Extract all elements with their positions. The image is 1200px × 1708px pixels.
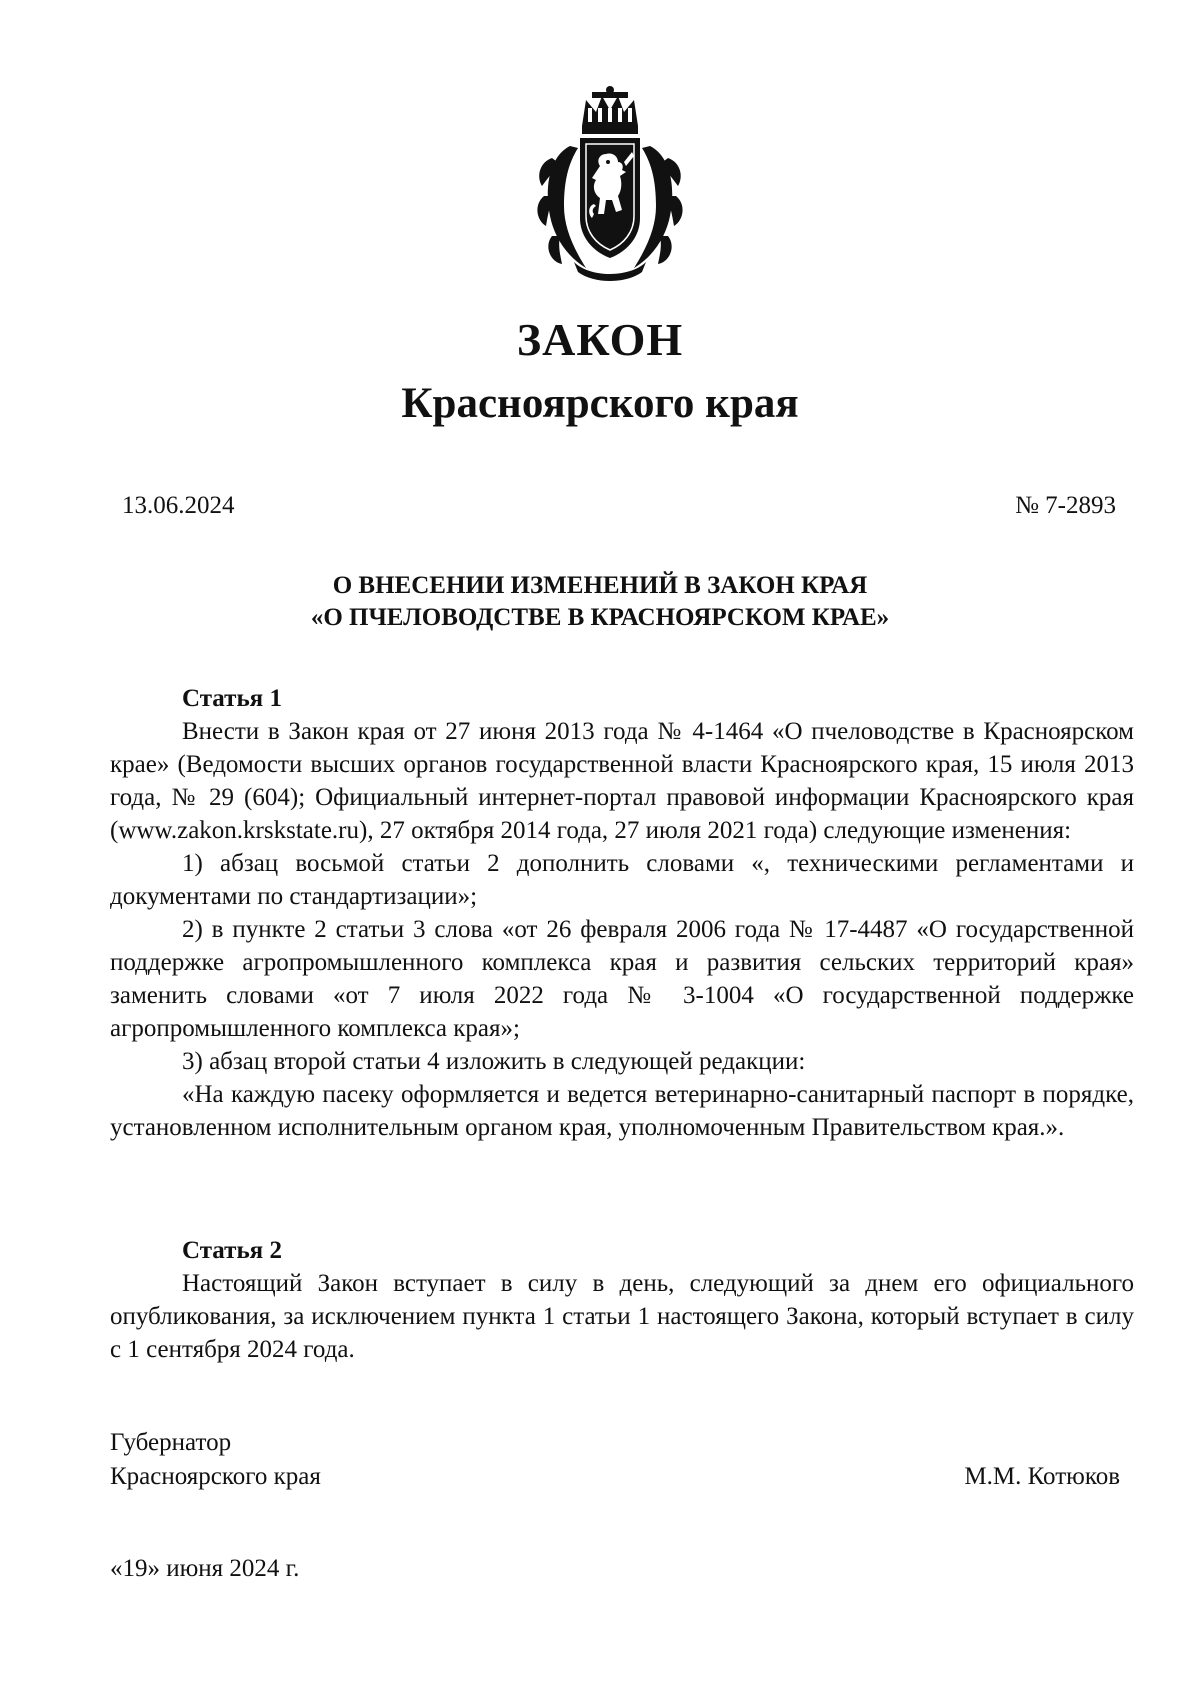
law-heading (0, 570, 1200, 634)
signing-date: «19» июня 2024 г. (110, 1555, 300, 1582)
article-1-title: Статья 1 (182, 685, 282, 712)
law-date: 13.06.2024 (122, 492, 235, 519)
article-1-paragraph: 3) абзац второй статьи 4 изложить в следующей редакции: (182, 1048, 806, 1075)
signatory-name: М.М. Котюков (964, 1463, 1120, 1490)
law-number: № 7-2893 (1015, 492, 1116, 519)
article-2-title: Статья 2 (182, 1237, 282, 1264)
law-title: ЗАКОН (516, 314, 684, 365)
signatory-position-line-2: Красноярского края (110, 1463, 321, 1490)
signature-block (110, 1426, 1120, 1494)
article-1-paragraph: 2) в пункте 2 статьи 3 слова «от 26 февраля 2006 года № 17-4487 «О государственной поддержке агропромышленного комплекса края и развития сельских территорий края» заменить словами «от 7 июля 2022 года № 3-1004 «О государственной поддержке агропромышленного комплекса края»; (110, 916, 1134, 1042)
article-2 (110, 1234, 1134, 1366)
article-1-paragraph: «На каждую пасеку оформляется и ведется ветеринарно-санитарный паспорт в порядке, установленном исполнительным органом края, уполномоченным Правительством края.». (110, 1081, 1134, 1141)
article-2-paragraph: Настоящий Закон вступает в силу в день, следующий за днем его официального опубликования, за исключением пункта 1 статьи 1 настоящего Закона, который вступает в силу с 1 сентября 2024 года. (110, 1270, 1134, 1363)
article-1 (110, 682, 1134, 1144)
law-subtitle: Красноярского края (401, 380, 799, 427)
article-1-paragraph: 1) абзац восьмой статьи 2 дополнить словами «, техническими регламентами и документами по стандартизации»; (110, 850, 1134, 910)
coat-of-arms-icon (530, 86, 690, 286)
article-1-paragraph: Внести в Закон края от 27 июня 2013 года № 4-1464 «О пчеловодстве в Красноярском крае» (Ведомости высших органов государственной власти Красноярского края, 15 июля 2013 года, № 29 (604); Официальный интернет-портал правовой информации Красноярского края (www.zakon.krskstate.ru), 27 октября 2014 года, 27 июля 2021 года) следующие изменения: (110, 718, 1134, 844)
law-heading-line-1: О ВНЕСЕНИИ ИЗМЕНЕНИЙ В ЗАКОН КРАЯ (332, 572, 868, 599)
signatory-position-line-1: Губернатор (110, 1429, 232, 1456)
law-heading-line-2: «О ПЧЕЛОВОДСТВЕ В КРАСНОЯРСКОМ КРАЕ» (310, 604, 890, 631)
